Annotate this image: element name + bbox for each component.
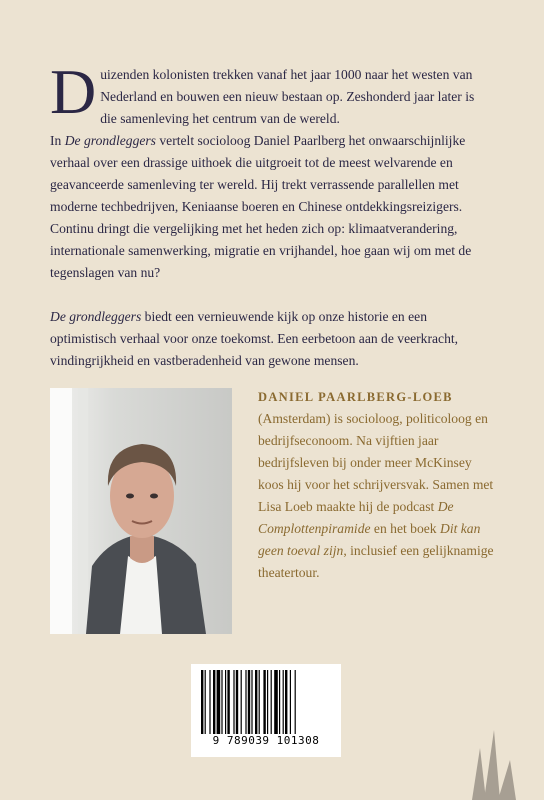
barcode-bar (213, 670, 215, 734)
blurb-paragraph-2 (50, 130, 490, 284)
blurb-p1-text: uizenden kolonisten trekken vanaf het jaar 1000 naar het westen van Nederland en bouwen een nieuw bestaan op. Zeshonderd jaar later is die samenleving het centrum van de wereld. (100, 67, 475, 126)
barcode-bar (271, 670, 272, 734)
barcode-bar (295, 670, 296, 734)
barcode-bar (209, 670, 210, 734)
back-cover-blurb (50, 56, 490, 372)
barcode-bar (263, 670, 265, 734)
barcode-bar (241, 670, 242, 734)
bio-text-2: en het boek (370, 521, 440, 536)
podcast-title: De Complottenpiramide (258, 499, 454, 536)
barcode-bar (279, 670, 280, 734)
barcode-bar (236, 670, 238, 734)
barcode-bar (205, 670, 206, 734)
book-title: De grondleggers (50, 309, 142, 324)
barcode-bar (290, 670, 291, 734)
book-title-2: Dit kan geen toeval zijn (258, 521, 481, 558)
barcode-bar (248, 670, 250, 734)
publisher-logo-icon (466, 720, 522, 800)
author-photo (50, 388, 232, 634)
barcode-bar (201, 670, 203, 734)
blurb-p2-text: vertelt socioloog Daniel Paarlberg het onwaarschijnlijke verhaal over een drassige uithoek die uitgroeit tot de meest welvarende en geavanceerde samenleving ter wereld. Hij trekt verrassende parallellen met moderne techbedrijven, Keniaanse boeren en Chinese ontdekkingsreizigers. Continu dringt die vergelijking met het heden zich op: klimaatverandering, internationale samenwerking, migratie en vrijhandel, hoe gaan wij om met de tegenslagen van nu? (50, 133, 472, 280)
author-name: DANIEL PAARLBERG-LOEB (258, 390, 453, 404)
drop-cap: D (50, 56, 97, 127)
book-title: De grondleggers (64, 133, 156, 148)
blurb-paragraph-3 (50, 306, 490, 372)
author-bio (258, 386, 498, 584)
barcode-bar (274, 670, 278, 734)
barcode-bar (285, 670, 287, 734)
barcode-bar (259, 670, 260, 734)
bio-text-1: (Amsterdam) is socioloog, politicoloog en bedrijfseconoom. Na vijftien jaar bedrijfsleven bij onder meer McKinsey koos hij voor het schrijversvak. Samen met Lisa Loeb maakte hij de podcast (258, 411, 494, 514)
isbn-number: 9 789039 101308 (212, 734, 320, 747)
blurb-p3-text: biedt een vernieuwende kijk op onze historie en een optimistisch verhaal voor onze toekomst. Een eerbetoon aan de veerkracht, vindingrijkheid en vastberadenheid van gewone mensen. (50, 309, 459, 368)
barcode-bar (245, 670, 246, 734)
blurb-p2-prefix: In (50, 133, 65, 148)
blurb-paragraph-1 (50, 56, 490, 130)
barcode-bar (225, 670, 226, 734)
barcode-bar (221, 670, 222, 734)
barcode-bar (251, 670, 252, 734)
isbn-barcode (191, 664, 341, 757)
barcode-bar (283, 670, 284, 734)
bio-text-3: , inclusief een gelijknamige theatertour. (258, 543, 494, 580)
barcode-bar (255, 670, 257, 734)
barcode-bar (217, 670, 221, 734)
barcode-bar (233, 670, 234, 734)
barcode-bar (227, 670, 229, 734)
barcode-bar (267, 670, 268, 734)
